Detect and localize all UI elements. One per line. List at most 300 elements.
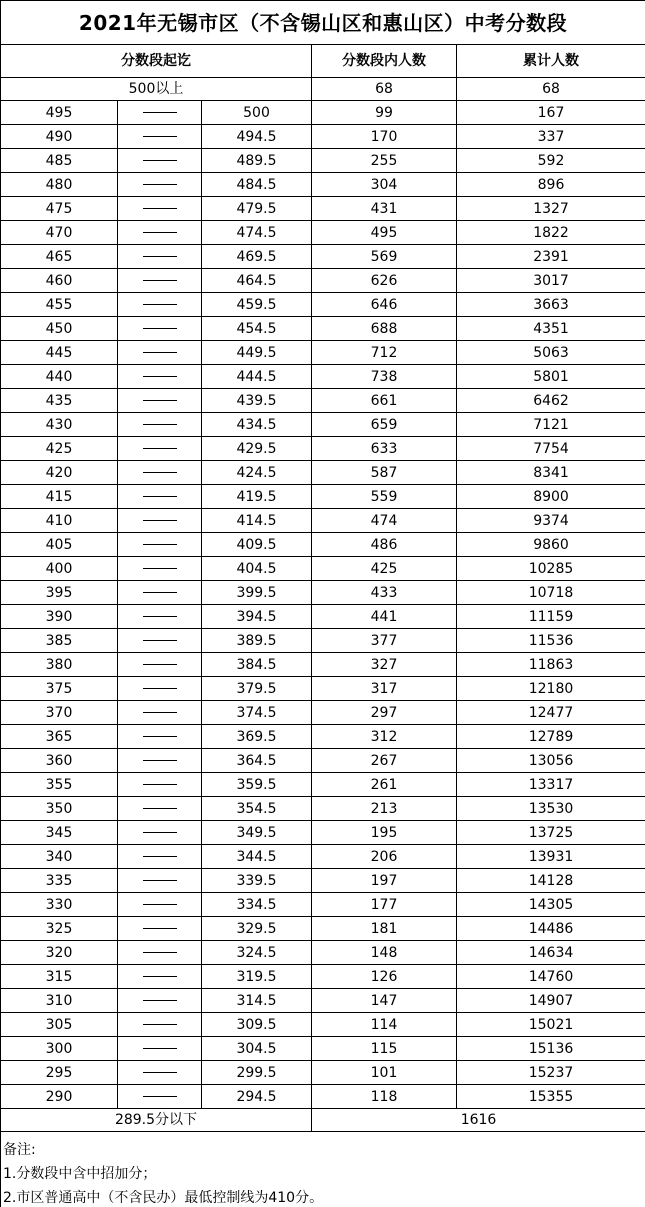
range-separator — [118, 869, 202, 893]
table-row — [1, 125, 645, 149]
table-row — [1, 941, 645, 965]
dash-separator — [143, 256, 177, 257]
score-high: 429.5 — [202, 437, 312, 461]
table-row — [1, 581, 645, 605]
score-low: 440 — [1, 365, 118, 389]
range-separator — [118, 533, 202, 557]
dash-separator — [143, 760, 177, 761]
score-high: 319.5 — [202, 965, 312, 989]
range-separator — [118, 845, 202, 869]
cumulative-count: 15136 — [457, 1037, 645, 1061]
dash-separator — [143, 1024, 177, 1025]
table-row — [1, 677, 645, 701]
range-separator — [118, 557, 202, 581]
cumulative-count: 167 — [457, 101, 645, 125]
range-separator — [118, 653, 202, 677]
score-low: 480 — [1, 173, 118, 197]
header-range: 分数段起讫 — [1, 45, 312, 78]
score-high: 449.5 — [202, 341, 312, 365]
table-row — [1, 389, 645, 413]
count-in-range: 126 — [312, 965, 457, 989]
cumulative-count: 5063 — [457, 341, 645, 365]
score-high: 384.5 — [202, 653, 312, 677]
cumulative-count: 592 — [457, 149, 645, 173]
dash-separator — [143, 280, 177, 281]
cumulative-count: 14760 — [457, 965, 645, 989]
table-row — [1, 557, 645, 581]
table-row — [1, 605, 645, 629]
table-row — [1, 797, 645, 821]
score-low: 320 — [1, 941, 118, 965]
score-high: 434.5 — [202, 413, 312, 437]
range-separator — [118, 749, 202, 773]
count-in-range: 587 — [312, 461, 457, 485]
score-low: 435 — [1, 389, 118, 413]
dash-separator — [143, 832, 177, 833]
table-row — [1, 365, 645, 389]
table-row — [1, 1037, 645, 1061]
range-separator — [118, 965, 202, 989]
dash-separator — [143, 616, 177, 617]
range-separator — [118, 941, 202, 965]
cumulative-count: 7121 — [457, 413, 645, 437]
score-low: 310 — [1, 989, 118, 1013]
range-separator — [118, 221, 202, 245]
score-high: 459.5 — [202, 293, 312, 317]
score-low: 475 — [1, 197, 118, 221]
score-low: 405 — [1, 533, 118, 557]
score-low: 340 — [1, 845, 118, 869]
dash-separator — [143, 232, 177, 233]
dash-separator — [143, 928, 177, 929]
dash-separator — [143, 808, 177, 809]
dash-separator — [143, 712, 177, 713]
cumulative-count: 7754 — [457, 437, 645, 461]
score-high: 409.5 — [202, 533, 312, 557]
table-row — [1, 509, 645, 533]
header-count: 分数段内人数 — [312, 45, 457, 78]
score-low: 450 — [1, 317, 118, 341]
count-in-range: 433 — [312, 581, 457, 605]
score-low: 445 — [1, 341, 118, 365]
top-row-count: 68 — [312, 78, 457, 101]
cumulative-count: 13530 — [457, 797, 645, 821]
table-row — [1, 197, 645, 221]
score-low: 375 — [1, 677, 118, 701]
range-separator — [118, 797, 202, 821]
count-in-range: 425 — [312, 557, 457, 581]
dash-separator — [143, 424, 177, 425]
table-row — [1, 317, 645, 341]
cumulative-count: 3663 — [457, 293, 645, 317]
score-low: 410 — [1, 509, 118, 533]
range-separator — [118, 293, 202, 317]
cumulative-count: 1327 — [457, 197, 645, 221]
score-low: 380 — [1, 653, 118, 677]
table-row — [1, 101, 645, 125]
cumulative-count: 10285 — [457, 557, 645, 581]
score-high: 344.5 — [202, 845, 312, 869]
score-high: 424.5 — [202, 461, 312, 485]
table-row — [1, 293, 645, 317]
count-in-range: 267 — [312, 749, 457, 773]
score-high: 309.5 — [202, 1013, 312, 1037]
count-in-range: 99 — [312, 101, 457, 125]
count-in-range: 633 — [312, 437, 457, 461]
score-high: 324.5 — [202, 941, 312, 965]
score-low: 290 — [1, 1085, 118, 1109]
dash-separator — [143, 640, 177, 641]
score-low: 335 — [1, 869, 118, 893]
count-in-range: 115 — [312, 1037, 457, 1061]
cumulative-count: 13725 — [457, 821, 645, 845]
table-row — [1, 725, 645, 749]
table-row — [1, 1085, 645, 1109]
score-high: 364.5 — [202, 749, 312, 773]
cumulative-count: 11159 — [457, 605, 645, 629]
score-high: 349.5 — [202, 821, 312, 845]
cumulative-count: 3017 — [457, 269, 645, 293]
cumulative-count: 8900 — [457, 485, 645, 509]
score-low: 360 — [1, 749, 118, 773]
range-separator — [118, 917, 202, 941]
top-row-cumulative: 68 — [457, 78, 645, 101]
score-low: 305 — [1, 1013, 118, 1037]
dash-separator — [143, 736, 177, 737]
count-in-range: 474 — [312, 509, 457, 533]
table-row — [1, 173, 645, 197]
score-high: 454.5 — [202, 317, 312, 341]
range-separator — [118, 149, 202, 173]
dash-separator — [143, 112, 177, 113]
dash-separator — [143, 952, 177, 953]
score-low: 365 — [1, 725, 118, 749]
range-separator — [118, 317, 202, 341]
count-in-range: 177 — [312, 893, 457, 917]
cumulative-count: 14305 — [457, 893, 645, 917]
score-low: 400 — [1, 557, 118, 581]
score-low: 325 — [1, 917, 118, 941]
cumulative-count: 12180 — [457, 677, 645, 701]
count-in-range: 559 — [312, 485, 457, 509]
count-in-range: 206 — [312, 845, 457, 869]
dash-separator — [143, 880, 177, 881]
range-separator — [118, 437, 202, 461]
cumulative-count: 14634 — [457, 941, 645, 965]
dash-separator — [143, 592, 177, 593]
score-high: 404.5 — [202, 557, 312, 581]
dash-separator — [143, 160, 177, 161]
dash-separator — [143, 352, 177, 353]
dash-separator — [143, 544, 177, 545]
score-high: 314.5 — [202, 989, 312, 1013]
score-low: 345 — [1, 821, 118, 845]
range-separator — [118, 101, 202, 125]
cumulative-count: 9374 — [457, 509, 645, 533]
score-low: 370 — [1, 701, 118, 725]
table-row — [1, 893, 645, 917]
dash-separator — [143, 472, 177, 473]
score-high: 399.5 — [202, 581, 312, 605]
score-low: 460 — [1, 269, 118, 293]
count-in-range: 441 — [312, 605, 457, 629]
score-high: 414.5 — [202, 509, 312, 533]
count-in-range: 431 — [312, 197, 457, 221]
score-high: 464.5 — [202, 269, 312, 293]
dash-separator — [143, 664, 177, 665]
score-low: 470 — [1, 221, 118, 245]
cumulative-count: 15237 — [457, 1061, 645, 1085]
range-separator — [118, 1061, 202, 1085]
range-separator — [118, 269, 202, 293]
count-in-range: 486 — [312, 533, 457, 557]
score-low: 420 — [1, 461, 118, 485]
count-in-range: 195 — [312, 821, 457, 845]
score-high: 489.5 — [202, 149, 312, 173]
count-in-range: 661 — [312, 389, 457, 413]
table-row — [1, 869, 645, 893]
dash-separator — [143, 568, 177, 569]
header-cumulative: 累计人数 — [457, 45, 645, 78]
dash-separator — [143, 400, 177, 401]
score-high: 394.5 — [202, 605, 312, 629]
table-row — [1, 437, 645, 461]
note-item-2: 2.市区普通高中（不含民办）最低控制线为410分。 — [3, 1190, 324, 1206]
bottom-row-label: 289.5分以下 — [1, 1109, 312, 1132]
score-high: 469.5 — [202, 245, 312, 269]
count-in-range: 646 — [312, 293, 457, 317]
table-row — [1, 413, 645, 437]
score-low: 455 — [1, 293, 118, 317]
table-row — [1, 845, 645, 869]
score-low: 385 — [1, 629, 118, 653]
dash-separator — [143, 784, 177, 785]
score-high: 500 — [202, 101, 312, 125]
score-high: 389.5 — [202, 629, 312, 653]
table-row — [1, 773, 645, 797]
count-in-range: 261 — [312, 773, 457, 797]
cumulative-count: 12477 — [457, 701, 645, 725]
table-row — [1, 653, 645, 677]
count-in-range: 495 — [312, 221, 457, 245]
score-high: 444.5 — [202, 365, 312, 389]
count-in-range: 626 — [312, 269, 457, 293]
cumulative-count: 11536 — [457, 629, 645, 653]
range-separator — [118, 173, 202, 197]
cumulative-count: 4351 — [457, 317, 645, 341]
score-high: 304.5 — [202, 1037, 312, 1061]
score-high: 374.5 — [202, 701, 312, 725]
score-high: 474.5 — [202, 221, 312, 245]
dash-separator — [143, 1096, 177, 1097]
count-in-range: 147 — [312, 989, 457, 1013]
score-high: 494.5 — [202, 125, 312, 149]
notes-label: 备注: — [3, 1142, 36, 1158]
count-in-range: 377 — [312, 629, 457, 653]
cumulative-count: 14128 — [457, 869, 645, 893]
cumulative-count: 11863 — [457, 653, 645, 677]
score-high: 339.5 — [202, 869, 312, 893]
dash-separator — [143, 904, 177, 905]
table-row — [1, 485, 645, 509]
cumulative-count: 13056 — [457, 749, 645, 773]
cumulative-count: 12789 — [457, 725, 645, 749]
count-in-range: 712 — [312, 341, 457, 365]
score-low: 300 — [1, 1037, 118, 1061]
range-separator — [118, 821, 202, 845]
range-separator — [118, 605, 202, 629]
score-low: 415 — [1, 485, 118, 509]
score-low: 390 — [1, 605, 118, 629]
count-in-range: 304 — [312, 173, 457, 197]
dash-separator — [143, 376, 177, 377]
range-separator — [118, 581, 202, 605]
count-in-range: 317 — [312, 677, 457, 701]
dash-separator — [143, 208, 177, 209]
score-low: 490 — [1, 125, 118, 149]
count-in-range: 197 — [312, 869, 457, 893]
dash-separator — [143, 136, 177, 137]
table-row — [1, 701, 645, 725]
table-row — [1, 149, 645, 173]
count-in-range: 101 — [312, 1061, 457, 1085]
table-row — [1, 989, 645, 1013]
range-separator — [118, 389, 202, 413]
score-high: 484.5 — [202, 173, 312, 197]
dash-separator — [143, 496, 177, 497]
table-row — [1, 221, 645, 245]
table-row — [1, 461, 645, 485]
range-separator — [118, 677, 202, 701]
table-row — [1, 821, 645, 845]
dash-separator — [143, 304, 177, 305]
count-in-range: 170 — [312, 125, 457, 149]
count-in-range: 569 — [312, 245, 457, 269]
range-separator — [118, 197, 202, 221]
range-separator — [118, 629, 202, 653]
dash-separator — [143, 1048, 177, 1049]
count-in-range: 181 — [312, 917, 457, 941]
count-in-range: 297 — [312, 701, 457, 725]
dash-separator — [143, 1000, 177, 1001]
dash-separator — [143, 976, 177, 977]
score-high: 479.5 — [202, 197, 312, 221]
range-separator — [118, 1085, 202, 1109]
count-in-range: 688 — [312, 317, 457, 341]
bottom-row-count: 1616 — [312, 1109, 645, 1132]
range-separator — [118, 245, 202, 269]
range-separator — [118, 341, 202, 365]
cumulative-count: 337 — [457, 125, 645, 149]
cumulative-count: 13317 — [457, 773, 645, 797]
score-high: 439.5 — [202, 389, 312, 413]
count-in-range: 738 — [312, 365, 457, 389]
score-high: 369.5 — [202, 725, 312, 749]
score-high: 379.5 — [202, 677, 312, 701]
score-low: 295 — [1, 1061, 118, 1085]
cumulative-count: 5801 — [457, 365, 645, 389]
score-low: 350 — [1, 797, 118, 821]
table-row — [1, 629, 645, 653]
range-separator — [118, 125, 202, 149]
count-in-range: 255 — [312, 149, 457, 173]
range-separator — [118, 1013, 202, 1037]
table-row — [1, 341, 645, 365]
range-separator — [118, 1037, 202, 1061]
table-row — [1, 269, 645, 293]
range-separator — [118, 989, 202, 1013]
score-low: 485 — [1, 149, 118, 173]
dash-separator — [143, 856, 177, 857]
range-separator — [118, 485, 202, 509]
note-item-1: 1.分数段中含中招加分； — [3, 1166, 157, 1182]
range-separator — [118, 773, 202, 797]
score-low: 430 — [1, 413, 118, 437]
table-row — [1, 749, 645, 773]
score-low: 465 — [1, 245, 118, 269]
score-low: 355 — [1, 773, 118, 797]
cumulative-count: 6462 — [457, 389, 645, 413]
cumulative-count: 14907 — [457, 989, 645, 1013]
score-low: 315 — [1, 965, 118, 989]
table-row — [1, 965, 645, 989]
score-high: 299.5 — [202, 1061, 312, 1085]
range-separator — [118, 893, 202, 917]
table-row — [1, 917, 645, 941]
cumulative-count: 896 — [457, 173, 645, 197]
range-separator — [118, 365, 202, 389]
dash-separator — [143, 1072, 177, 1073]
score-high: 354.5 — [202, 797, 312, 821]
dash-separator — [143, 520, 177, 521]
top-row-label: 500以上 — [1, 78, 312, 101]
count-in-range: 114 — [312, 1013, 457, 1037]
cumulative-count: 2391 — [457, 245, 645, 269]
dash-separator — [143, 448, 177, 449]
range-separator — [118, 701, 202, 725]
notes — [1, 1132, 645, 1207]
range-separator — [118, 461, 202, 485]
score-low: 330 — [1, 893, 118, 917]
range-separator — [118, 413, 202, 437]
table-row — [1, 245, 645, 269]
cumulative-count: 15355 — [457, 1085, 645, 1109]
count-in-range: 327 — [312, 653, 457, 677]
cumulative-count: 14486 — [457, 917, 645, 941]
score-low: 425 — [1, 437, 118, 461]
cumulative-count: 9860 — [457, 533, 645, 557]
table-row — [1, 1061, 645, 1085]
count-in-range: 118 — [312, 1085, 457, 1109]
table-row — [1, 1013, 645, 1037]
range-separator — [118, 725, 202, 749]
cumulative-count: 15021 — [457, 1013, 645, 1037]
range-separator — [118, 509, 202, 533]
score-low: 395 — [1, 581, 118, 605]
page-title: 2021年无锡市区（不含锡山区和惠山区）中考分数段 — [1, 1, 645, 45]
dash-separator — [143, 328, 177, 329]
score-high: 334.5 — [202, 893, 312, 917]
dash-separator — [143, 184, 177, 185]
cumulative-count: 1822 — [457, 221, 645, 245]
count-in-range: 148 — [312, 941, 457, 965]
score-high: 294.5 — [202, 1085, 312, 1109]
cumulative-count: 8341 — [457, 461, 645, 485]
cumulative-count: 10718 — [457, 581, 645, 605]
score-high: 329.5 — [202, 917, 312, 941]
count-in-range: 312 — [312, 725, 457, 749]
cumulative-count: 13931 — [457, 845, 645, 869]
